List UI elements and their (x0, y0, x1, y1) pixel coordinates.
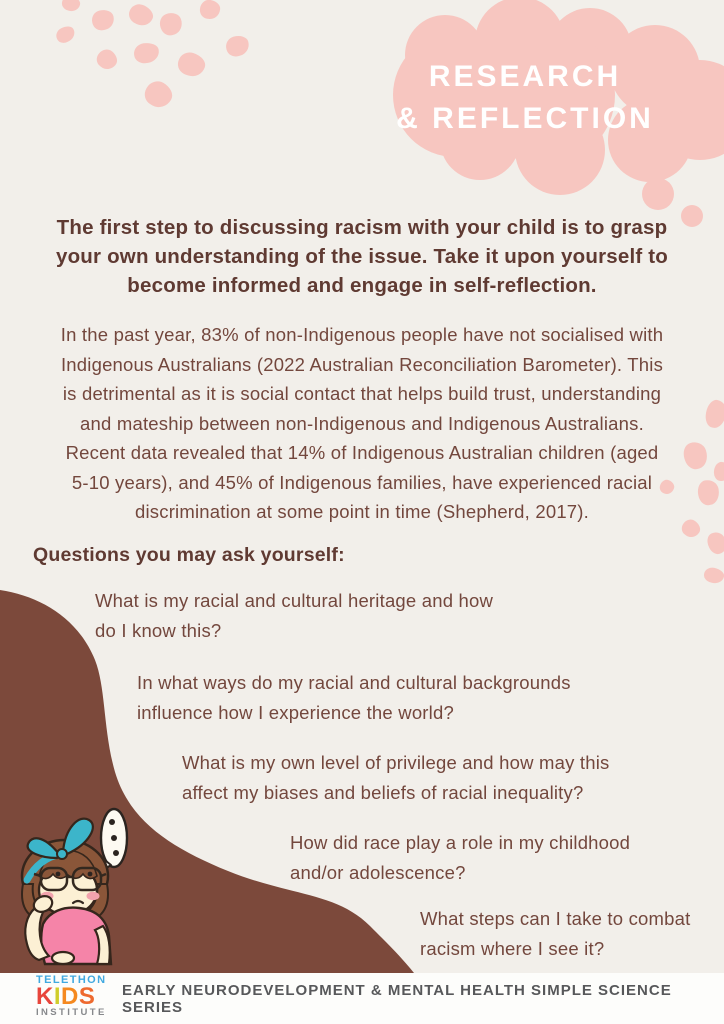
page-title-line1: RESEARCH (428, 60, 622, 93)
paragraph-line: is detrimental as it is social contact that helps build trust, understanding (62, 383, 662, 404)
intro-paragraph (0, 320, 724, 527)
footer (0, 973, 724, 1024)
petal-decoration (199, 0, 221, 20)
petal-decoration (157, 10, 185, 38)
paragraph-line: and mateship between non-Indigenous and Indigenous Australians. (80, 412, 644, 434)
question-line: influence how I experience the world? (137, 702, 454, 723)
petal-decoration (704, 529, 724, 557)
petal-decoration (93, 46, 121, 73)
question-line: What is my racial and cultural heritage and how (95, 590, 494, 611)
question-line: What steps can I take to combat (420, 908, 691, 929)
thought-bubble-dot-large (642, 178, 674, 210)
intro-heading-line: your own understanding of the issue. Take it upon yourself to (55, 245, 669, 268)
petal-decoration (703, 566, 724, 585)
question-line: and/or adolescence? (290, 862, 466, 883)
petal-decoration (60, 0, 81, 13)
question-line: do I know this? (95, 620, 222, 641)
petal-decoration (126, 1, 156, 29)
paragraph-line: discrimination at some point in time (Shepherd, 2017). (135, 501, 589, 522)
petal-decoration (224, 33, 251, 58)
question-line: In what ways do my racial and cultural backgrounds (137, 672, 571, 693)
logo-letter-d: D (61, 983, 79, 1010)
logo-institute-text: INSTITUTE (36, 1007, 107, 1018)
thinking-girl-illustration (5, 806, 135, 966)
paragraph-line: Indigenous Australians (2022 Australian Reconciliation Barometer). This (60, 353, 664, 375)
page-title-line2: & REFLECTION (396, 102, 654, 135)
paragraph-line: 5-10 years), and 45% of Indigenous families, have experienced racial (71, 471, 653, 493)
telethon-kids-institute-logo (36, 975, 122, 1018)
logo-letter-i: I (53, 983, 62, 1010)
question-line: What is my own level of privilege and how may this (182, 752, 610, 773)
question-item-5 (420, 904, 690, 964)
petal-decoration (90, 8, 116, 32)
series-title: EARLY NEURODEVELOPMENT & MENTAL HEALTH SIMPLE SCIENCE SERIES (122, 981, 672, 1016)
intro-heading-line: become informed and engage in self-reflection. (127, 274, 597, 297)
page-title (375, 56, 675, 140)
petal-decoration (175, 49, 208, 79)
questions-heading: Questions you may ask yourself: (33, 544, 345, 566)
question-line: affect my biases and beliefs of racial inequality? (182, 782, 584, 803)
logo-letter-k: K (36, 983, 54, 1010)
petal-decoration (141, 77, 177, 112)
logo-letter-s: S (78, 983, 96, 1010)
logo-kids-text (36, 983, 122, 1010)
paragraph-line: Recent data revealed that 14% of Indigenous Australian children (aged (65, 442, 659, 463)
intro-heading-line: The first step to discussing racism with your child is to grasp (56, 216, 668, 239)
question-line: How did race play a role in my childhood (290, 832, 631, 853)
question-line: racism where I see it? (420, 938, 605, 959)
petal-decoration (54, 23, 78, 45)
petal-decoration (133, 41, 161, 64)
paragraph-line: In the past year, 83% of non-Indigenous people have not socialised with (60, 324, 664, 345)
intro-heading (0, 213, 724, 300)
logo-telethon-text: TELETHON (36, 974, 107, 986)
